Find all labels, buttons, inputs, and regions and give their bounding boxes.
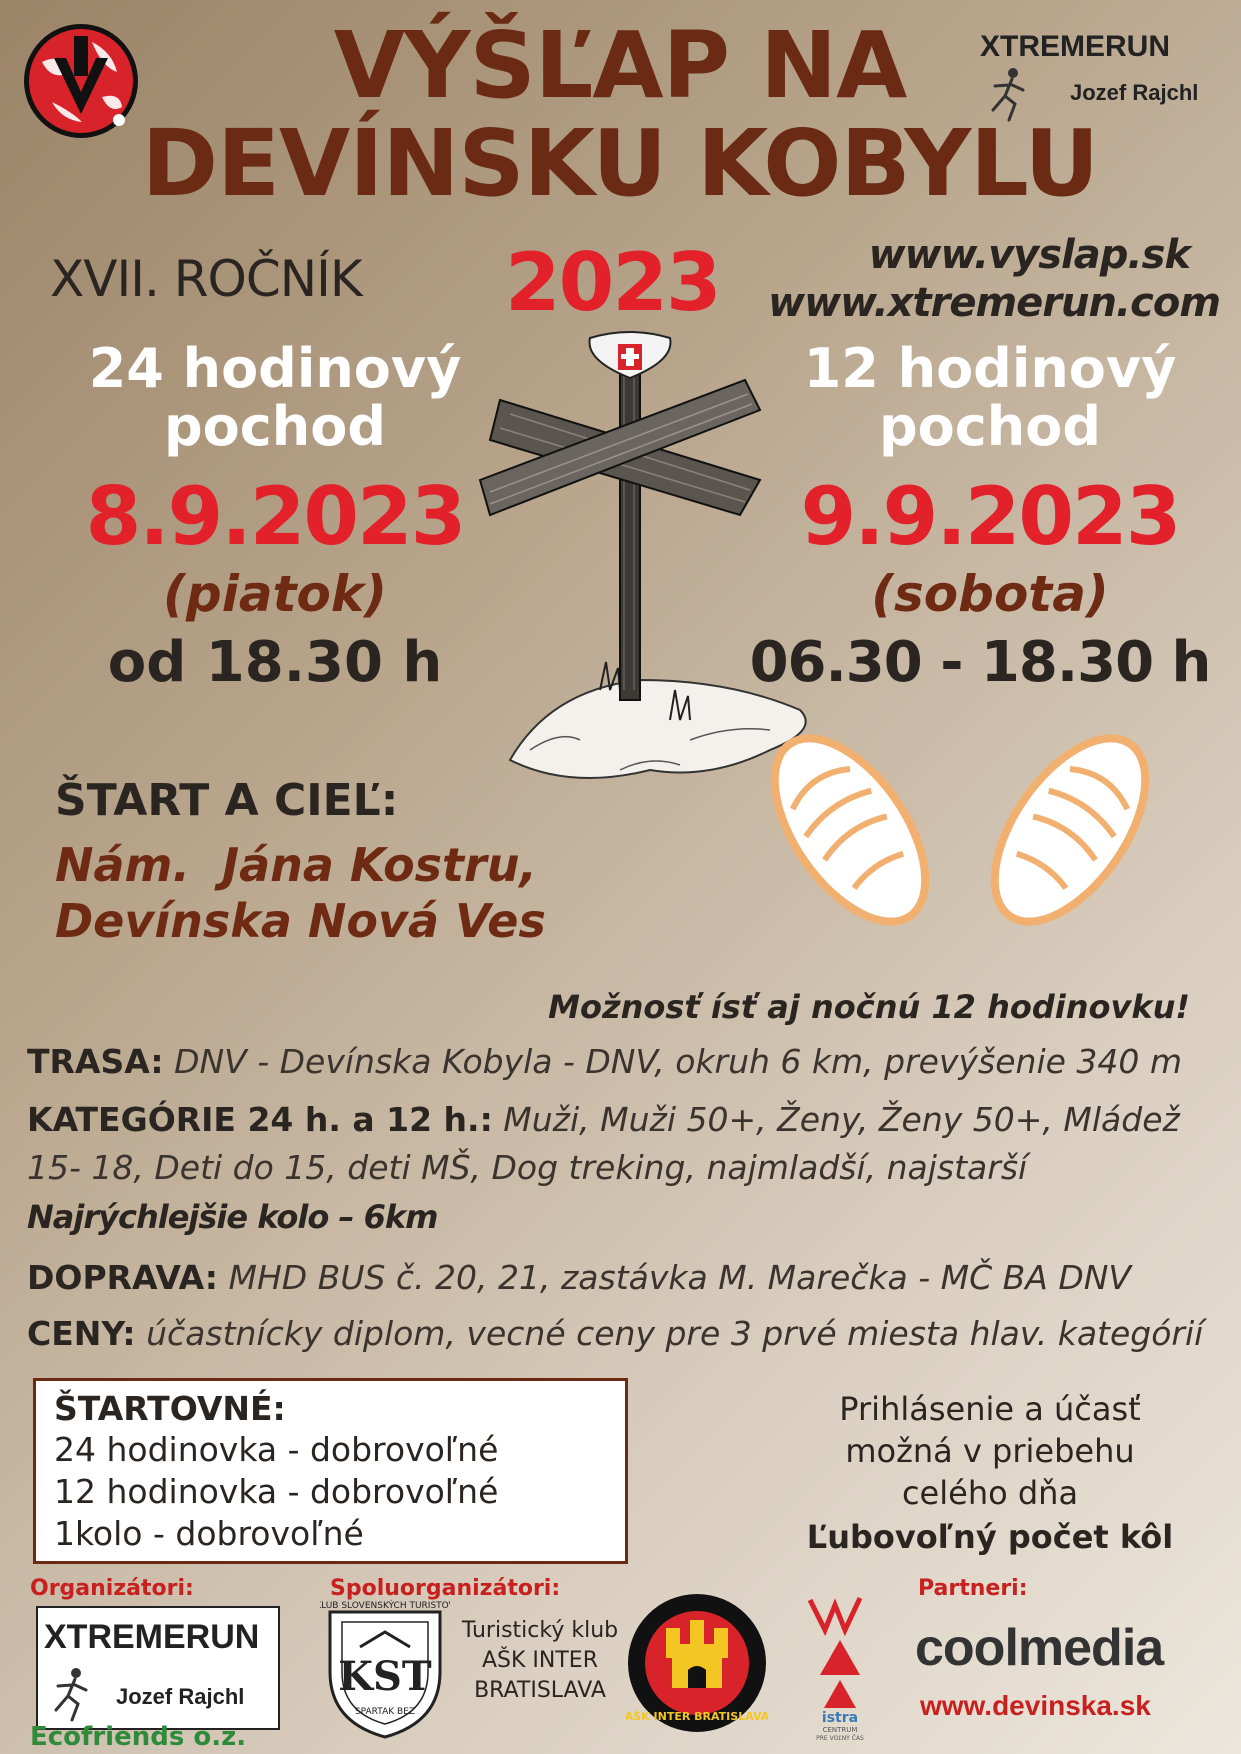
start-location-line2: Devínska Nová Ves xyxy=(55,894,546,948)
runner-icon xyxy=(48,1666,94,1724)
trasa-label: TRASA: xyxy=(27,1042,164,1081)
xtremerun-top-logo xyxy=(975,30,1215,120)
coorganizers-label: Spoluorganizátori: xyxy=(330,1576,561,1601)
kategorie-value: Muži, Muži 50+, Ženy, Ženy 50+, Mládež xyxy=(503,1100,1180,1139)
kategorie-line2 xyxy=(27,1148,1227,1188)
coolmedia-logo: coolmedia xyxy=(915,1619,1164,1677)
club-line: AŠK INTER xyxy=(481,1648,598,1673)
startovne-line: 1kolo - dobrovoľné xyxy=(54,1514,364,1553)
fastest-lap: Najrýchlejšie kolo – 6km xyxy=(27,1198,438,1236)
kst-bottom-text: SPARTAK BEZ xyxy=(354,1707,416,1717)
start-heading: ŠTART A CIEĽ: xyxy=(55,775,399,826)
ceny-line xyxy=(27,1314,1227,1354)
ecofriends-label: Ecofriends o.z. xyxy=(30,1722,247,1752)
xtremerun-footer-name: XTREMERUN xyxy=(44,1618,260,1656)
startovne-line: 24 hodinovka - dobrovoľné xyxy=(54,1430,499,1469)
registration-line: celého dňa xyxy=(901,1474,1079,1512)
registration-bold: Ľubovoľný počet kôl xyxy=(806,1518,1174,1556)
year-label: 2023 xyxy=(505,236,720,329)
startovne-box xyxy=(33,1378,628,1564)
event-12h-label: 12 hodinový xyxy=(803,337,1177,400)
ask-ring-text: AŠK INTER BRATISLAVA xyxy=(626,1710,768,1723)
night-note: Možnosť ísť aj nočnú 12 hodinovku! xyxy=(548,988,1190,1026)
club-text xyxy=(455,1616,625,1706)
partners-label: Partneri: xyxy=(918,1576,1028,1601)
kst-top-text: KLUB SLOVENSKÝCH TURISTOV xyxy=(320,1601,450,1611)
registration-line: možná v priebehu xyxy=(845,1432,1135,1470)
kst-logo xyxy=(320,1592,450,1742)
website-xtremerun[interactable]: www.xtremerun.com xyxy=(768,280,1220,326)
kategorie-label: KATEGÓRIE 24 h. a 12 h.: xyxy=(27,1100,493,1139)
registration-note xyxy=(760,1388,1220,1560)
event-title-line2: DEVÍNSKU KOBYLU xyxy=(141,110,1099,217)
club-line: BRATISLAVA xyxy=(474,1678,606,1703)
event-24h-time: od 18.30 h xyxy=(107,630,443,695)
event-24h-day: (piatok) xyxy=(163,565,387,623)
devinska-link[interactable]: www.devinska.sk xyxy=(920,1690,1151,1721)
registration-line: Prihlásenie a účasť xyxy=(839,1390,1141,1428)
doprava-label: DOPRAVA: xyxy=(27,1258,218,1297)
ceny-value: účastnícky diplom, vecné ceny pre 3 prvé miesta hlav. kategórií xyxy=(146,1314,1204,1353)
xtremerun-top-name: XTREMERUN xyxy=(980,30,1171,63)
event-title-line1: VÝŠĽAP NA xyxy=(333,12,907,119)
ceny-label: CENY: xyxy=(27,1314,136,1353)
event-12h-day: (sobota) xyxy=(871,565,1109,623)
doprava-value: MHD BUS č. 20, 21, zastávka M. Marečka - MČ BA DNV xyxy=(228,1258,1131,1297)
event-24h-label2: pochod xyxy=(164,395,386,458)
trasa-value: DNV - Devínska Kobyla - DNV, okruh 6 km, prevýšenie 340 m xyxy=(174,1042,1183,1081)
event-12h-time: 06.30 - 18.30 h xyxy=(749,630,1211,695)
xtremerun-footer-person: Jozef Rajchl xyxy=(116,1684,245,1709)
website-vyslap[interactable]: www.vyslap.sk xyxy=(868,232,1190,278)
startovne-line: 12 hodinovka - dobrovoľné xyxy=(54,1472,499,1511)
kategorie-value2: 15- 18, Deti do 15, deti MŠ, Dog treking, najmladší, najstarší xyxy=(27,1148,1028,1187)
organizers-label: Organizátori: xyxy=(30,1576,194,1601)
istra-logo xyxy=(800,1590,880,1740)
kategorie-line xyxy=(27,1100,1227,1140)
event-24h-label: 24 hodinový xyxy=(88,337,462,400)
istra-word: istra xyxy=(821,1710,859,1726)
istra-sub1: CENTRUM xyxy=(822,1726,858,1734)
xtremerun-footer-logo xyxy=(36,1606,280,1730)
kst-letters: KST xyxy=(338,1653,432,1700)
startovne-heading: ŠTARTOVNÉ: xyxy=(54,1389,286,1428)
trasa-line xyxy=(27,1042,1227,1082)
shoe-soles-illustration xyxy=(740,720,1190,940)
event-24h-date: 8.9.2023 xyxy=(85,470,465,563)
istra-sub2: PRE VOĽNÝ ČAS xyxy=(816,1735,864,1740)
event-12h-date: 9.9.2023 xyxy=(800,470,1180,563)
club-line: Turistický klub xyxy=(461,1618,619,1643)
start-location-line1: Nám. Jána Kostru, xyxy=(55,838,537,892)
event-12h-label2: pochod xyxy=(879,395,1101,458)
ask-inter-logo xyxy=(626,1592,768,1734)
runner-icon xyxy=(985,66,1031,124)
xtremerun-top-person: Jozef Rajchl xyxy=(1070,80,1199,105)
doprava-line xyxy=(27,1258,1227,1298)
edition-label: XVII. ROČNÍK xyxy=(50,250,362,308)
